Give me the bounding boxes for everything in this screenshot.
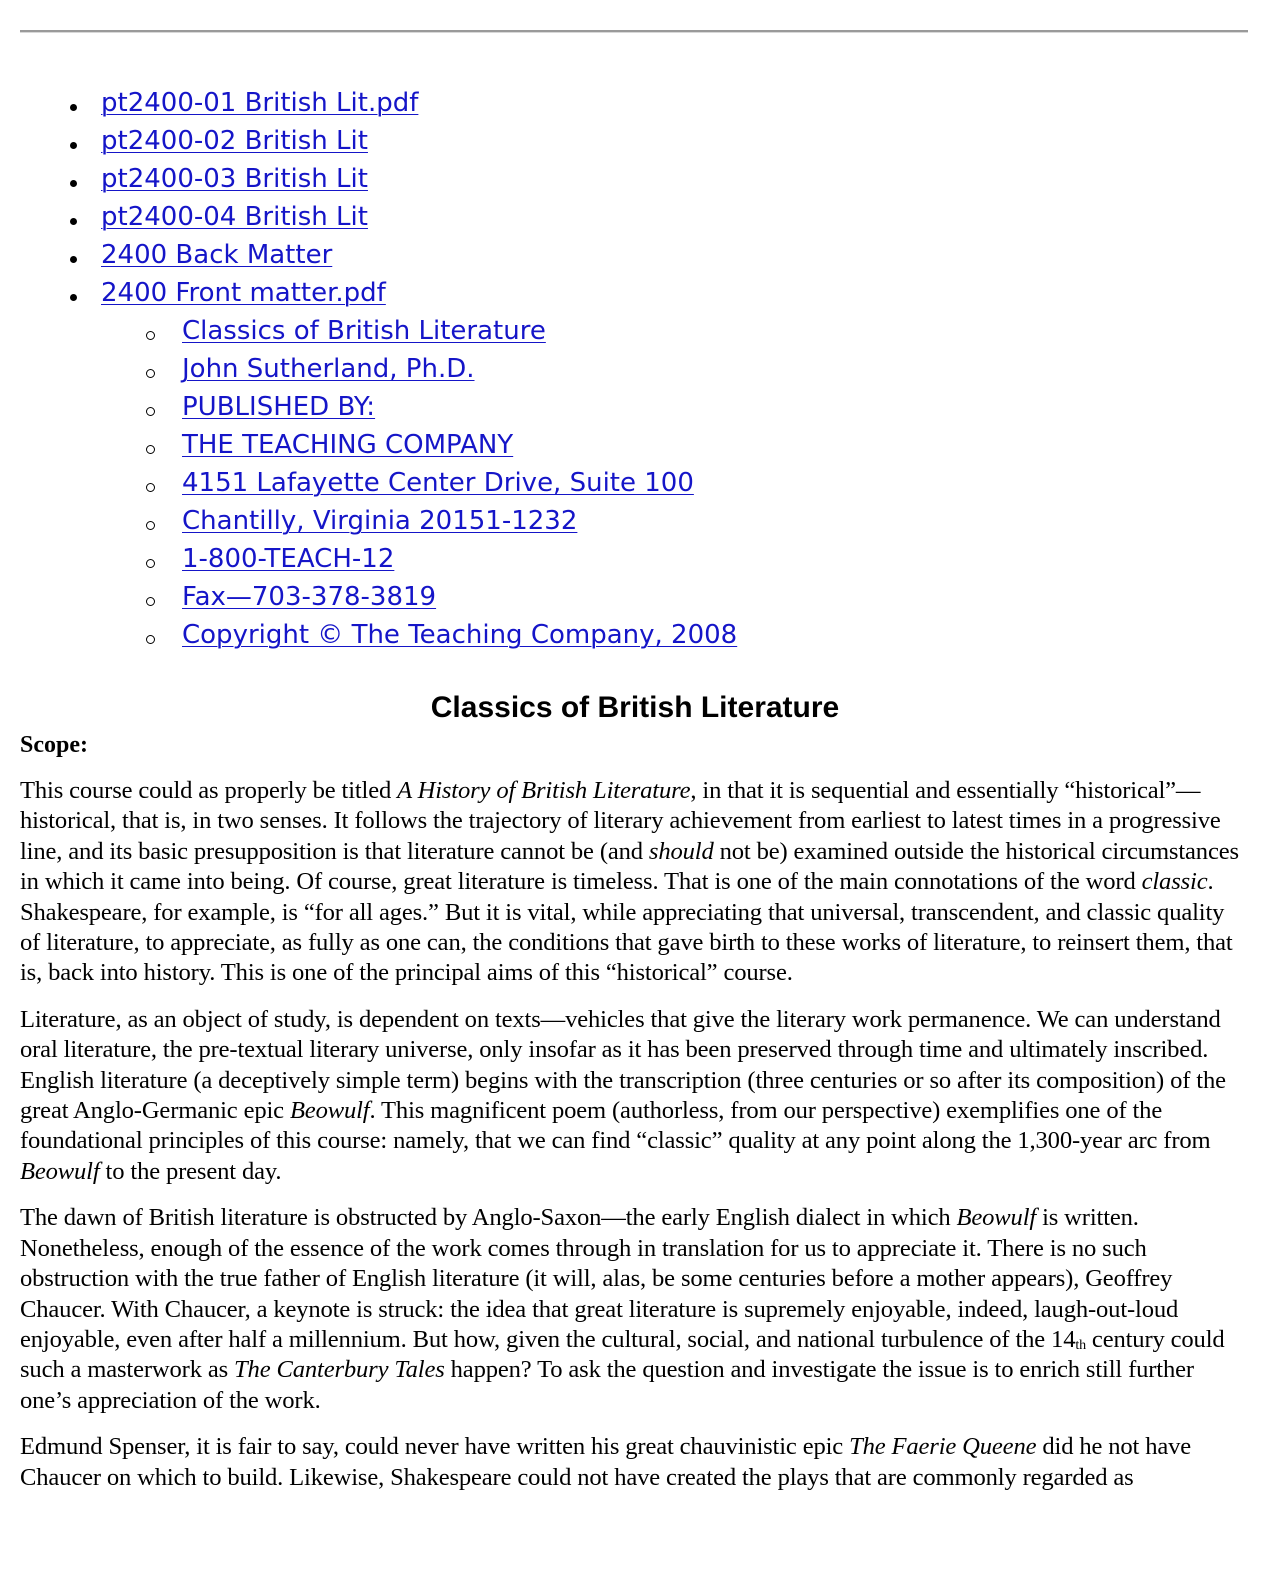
toc-sublink-city[interactable]: Chantilly, Virginia 20151-1232 <box>182 506 578 536</box>
scope-heading: Scope: <box>20 732 88 758</box>
disc-bullet-icon <box>70 104 77 111</box>
italic-title: The Faerie Queene <box>849 1433 1037 1461</box>
toc-subitem <box>0 312 1275 350</box>
ordinal-superscript: th <box>1075 1337 1086 1353</box>
toc-sublink-published-by[interactable]: PUBLISHED BY: <box>182 392 376 422</box>
toc-sublink-phone[interactable]: 1-800-TEACH-12 <box>182 544 395 574</box>
text-run: , in that it is sequential and essentially “historical”—historical, that is, in two senses. It follows the trajectory of literary achievement from earliest to latest times in a progressive line, and its basic presupposition is that literature cannot be (and <box>20 777 1221 865</box>
circle-bullet-icon <box>146 445 155 454</box>
toc-link-pt2400-02[interactable]: pt2400-02 British Lit <box>101 126 368 156</box>
disc-bullet-icon <box>70 218 77 225</box>
toc-subitem <box>0 350 1275 388</box>
horizontal-rule <box>20 30 1248 33</box>
disc-bullet-icon <box>70 142 77 149</box>
circle-bullet-icon <box>146 559 155 568</box>
toc-link-front-matter[interactable]: 2400 Front matter.pdf <box>101 278 386 308</box>
disc-bullet-icon <box>70 180 77 187</box>
toc-subitem <box>0 540 1275 578</box>
text-run: not be) examined outside the historical circumstances in which it came into being. Of course, great literature is timeless. That is one of the main connotations of the word <box>20 837 1239 896</box>
toc-subitem <box>0 388 1275 426</box>
italic-title: Beowulf <box>956 1204 1037 1232</box>
toc-link-pt2400-01[interactable]: pt2400-01 British Lit.pdf <box>101 88 419 118</box>
italic-title: A History of British Literature <box>397 777 691 804</box>
paragraph-3 <box>20 1203 1245 1416</box>
toc-sublink-copyright[interactable]: Copyright © The Teaching Company, 2008 <box>182 620 738 650</box>
disc-bullet-icon <box>70 256 77 263</box>
toc-item <box>0 160 1275 198</box>
italic-title: Beowulf <box>289 1097 370 1125</box>
italic-title: Beowulf <box>20 1157 100 1185</box>
paragraph-2 <box>20 1005 1245 1187</box>
circle-bullet-icon <box>146 521 155 530</box>
text-run: to the present day. <box>99 1157 282 1185</box>
circle-bullet-icon <box>146 369 155 378</box>
circle-bullet-icon <box>146 407 155 416</box>
circle-bullet-icon <box>146 483 155 492</box>
text-run: The dawn of British literature is obstructed by Anglo-Saxon—the early English dialect in which <box>20 1204 957 1232</box>
text-run: This course could as properly be titled <box>20 777 398 804</box>
text-run: happen? To ask the question and investigate the issue is to enrich still further one’s appreciation of the work. <box>20 1356 1194 1414</box>
toc-sublink-address[interactable]: 4151 Lafayette Center Drive, Suite 100 <box>182 468 694 498</box>
text-run: Edmund Spenser, it is fair to say, could never have written his great chauvinistic epic <box>20 1433 850 1461</box>
toc-subitem <box>0 426 1275 464</box>
toc-sublink-course-title[interactable]: Classics of British Literature <box>182 316 546 346</box>
text-run: . Shakespeare, for example, is “for all ages.” But it is vital, while appreciating that universal, transcendent, and classic quality of literature, to appreciate, as fully as one can, the conditions that gave birth to these works of literature, to reinsert them, that is, back into history. This is one of the principal aims of this “historical” course. <box>20 868 1233 987</box>
italic-emphasis: classic <box>1141 868 1208 896</box>
text-run: did he not have Chaucer on which to build. Likewise, Shakespeare could not have created the plays that are commonly regarded as <box>20 1433 1192 1491</box>
italic-title: The Canterbury Tales <box>234 1356 445 1384</box>
body-text <box>20 776 1245 1509</box>
toc-item <box>0 198 1275 236</box>
paragraph-1 <box>20 776 1245 989</box>
table-of-contents <box>0 84 1275 654</box>
toc-subitem <box>0 616 1275 654</box>
text-run: is written. Nonetheless, enough of the essence of the work comes through in translation for us to appreciate it. There is no such obstruction with the true father of English literature (it will, alas, be some centuries before a mother appears), Geoffrey Chaucer. With Chaucer, a keynote is struck: the idea that great literature is supremely enjoyable, indeed, laugh-out-loud enjoyable, even after half a millennium. But how, given the cultural, social, and national turbulence of the 14 <box>20 1204 1179 1353</box>
circle-bullet-icon <box>146 597 155 606</box>
toc-sublink-publisher[interactable]: THE TEACHING COMPANY <box>182 430 514 460</box>
toc-link-pt2400-03[interactable]: pt2400-03 British Lit <box>101 164 368 194</box>
toc-item <box>0 236 1275 274</box>
text-run: Literature, as an object of study, is dependent on texts—vehicles that give the literary work permanence. We can understand oral literature, the pre-textual literary universe, only insofar as it has been preserved through time and ultimately inscribed. English literature (a deceptively simple term) begins with the transcription (three centuries or so after its composition) of the great Anglo-Germanic epic <box>20 1005 1226 1125</box>
toc-sublink-author[interactable]: John Sutherland, Ph.D. <box>182 354 475 384</box>
paragraph-4 <box>20 1432 1245 1493</box>
italic-emphasis: should <box>648 837 714 865</box>
toc-sublink-fax[interactable]: Fax—703-378-3819 <box>182 582 437 612</box>
toc-item <box>0 274 1275 312</box>
toc-subitem <box>0 578 1275 616</box>
toc-subitem <box>0 464 1275 502</box>
disc-bullet-icon <box>70 294 77 301</box>
text-run: century could such a masterwork as <box>20 1325 1225 1384</box>
text-run: . This magnificent poem (authorless, from our perspective) exemplifies one of the foundational principles of this course: namely, that we can find “classic” quality at any point along the 1,300-year arc from <box>20 1097 1211 1155</box>
toc-link-back-matter[interactable]: 2400 Back Matter <box>101 240 333 270</box>
toc-link-pt2400-04[interactable]: pt2400-04 British Lit <box>101 202 368 232</box>
circle-bullet-icon <box>146 635 155 644</box>
page-title: Classics of British Literature <box>430 691 840 724</box>
circle-bullet-icon <box>146 331 155 340</box>
toc-subitem <box>0 502 1275 540</box>
toc-item <box>0 122 1275 160</box>
toc-item <box>0 84 1275 122</box>
